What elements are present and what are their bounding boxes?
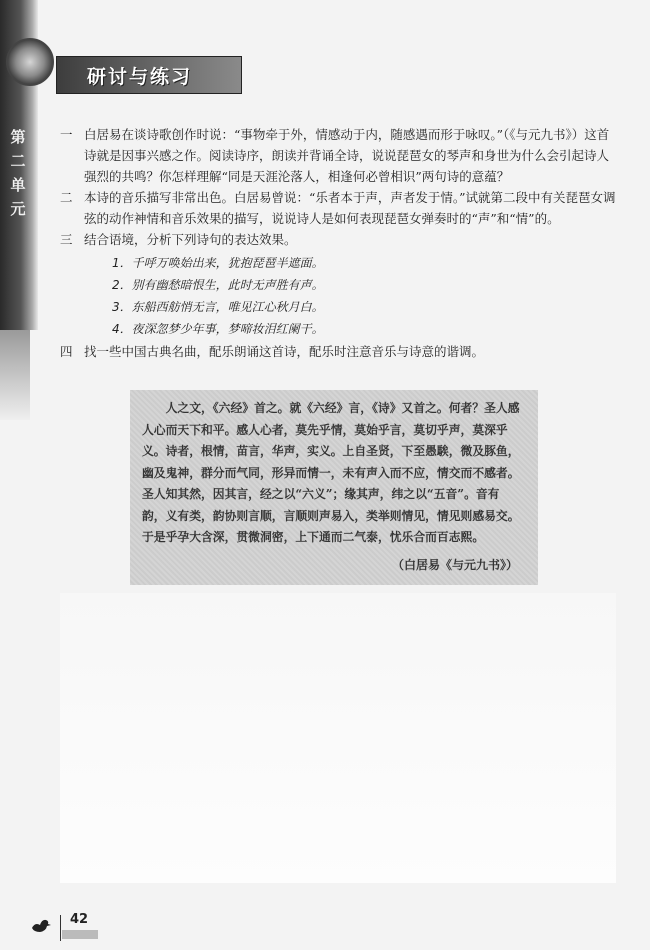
verse-item: 2．别有幽愁暗恨生，此时无声胜有声。 — [112, 278, 324, 292]
exercise-text: 白居易在谈诗歌创作时说：“事物牵于外，情感动于内，随感遇而形于咏叹。”（《与元九书》）这首诗就是因事兴感之作。阅读诗序，朗读并背诵全诗，说说琵琶女的琴声和身世为什么会引起诗人强烈的共鸣？你怎样理解“同是天涯沦落人，相逢何必曾相识”两句诗的意蕴？ — [84, 127, 610, 184]
unit-label: 第二单元 — [10, 128, 26, 218]
section-title: 研讨与练习 — [87, 66, 193, 88]
exercise-item — [60, 187, 620, 229]
page-number: 42 — [70, 912, 89, 927]
duck-icon — [30, 916, 52, 934]
exercise-text: 本诗的音乐描写非常出色。白居易曾说：“乐者本于声，声者发于情。”试就第二段中有关琵琶女调弦的动作神情和音乐效果的描写，说说诗人是如何表现琵琶女弹奏时的“声”和“情”的。 — [84, 190, 616, 226]
verse-item: 4．夜深忽梦少年事，梦啼妆泪红阑干。 — [112, 322, 324, 336]
verse-item: 3．东船西舫悄无言，唯见江心秋月白。 — [112, 300, 324, 314]
section-banner — [56, 56, 242, 94]
rosette-ornament-icon — [6, 38, 54, 86]
quote-source: （白居易《与元九书》） — [391, 558, 518, 572]
illustration-area — [60, 593, 616, 883]
quote-text: 人之文，《六经》首之。就《六经》言，《诗》又首之。何者？圣人感人心而天下和平。感人心者，莫先乎情，莫始乎言，莫切乎声，莫深乎义。诗者，根情，苗言，华声，实义。上自圣贤，下至愚騃，微及豚鱼，幽及鬼神，群分而气同，形异而情一，未有声入而不应，情交而不感者。圣人知其然，因其言，经之以“六义”；缘其声，纬之以“五音”。音有韵，义有类，韵协则言顺，言顺则声易入，类举则情见，情见则感易交。于是乎孕大含深，贯微洞密，上下通而二气泰，忧乐合而百志熙。 — [142, 401, 520, 544]
verse-item: 1．千呼万唤始出来，犹抱琵琶半遮面。 — [112, 256, 324, 270]
margin-decoration-fade — [0, 330, 30, 420]
exercise-number: 二 — [60, 190, 73, 205]
quote-box — [130, 390, 538, 585]
footer-divider — [60, 915, 61, 941]
exercise-list — [60, 124, 620, 362]
exercise-item — [60, 124, 620, 187]
exercise-number: 三 — [60, 232, 73, 247]
exercise-text: 结合语境，分析下列诗句的表达效果。 — [84, 232, 297, 247]
exercise-number: 四 — [60, 344, 73, 359]
exercise-item — [60, 341, 620, 362]
exercise-number: 一 — [60, 127, 73, 142]
exercise-text: 找一些中国古典名曲，配乐朗诵这首诗，配乐时注意音乐与诗意的谐调。 — [84, 344, 485, 359]
footer-bar — [62, 930, 98, 939]
exercise-item — [60, 229, 620, 340]
verse-list — [112, 252, 620, 340]
